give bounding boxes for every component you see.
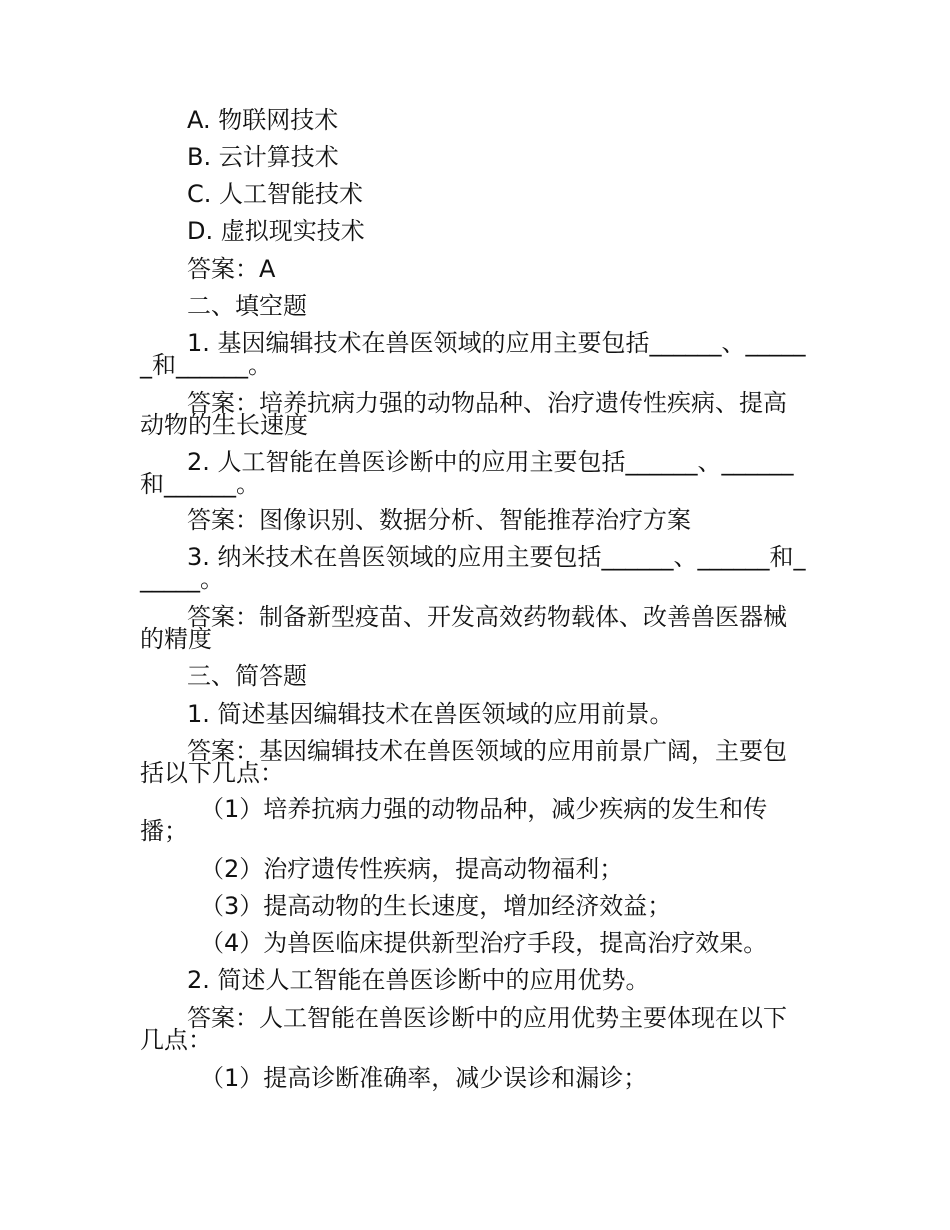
list-item: （2）治疗遗传性疾病，提高动物福利； xyxy=(200,855,624,883)
answer-fill-2: 答案：图像识别、数据分析、智能推荐治疗方案 xyxy=(187,506,691,534)
section-heading-short-answer: 三、简答题 xyxy=(187,662,307,690)
option-c: C. 人工智能技术 xyxy=(187,180,364,208)
question-short-1: 1. 简述基因编辑技术在兽医领域的应用前景。 xyxy=(187,700,674,728)
answer-fill-3: 答案：制备新型疫苗、开发高效药物载体、改善兽医器械的精度 xyxy=(140,603,787,653)
question-fill-1: 1. 基因编辑技术在兽医领域的应用主要包括______、______和______。 xyxy=(140,329,806,379)
option-a: A. 物联网技术 xyxy=(187,106,339,134)
answer: 答案：A xyxy=(187,255,276,283)
question-short-2: 2. 简述人工智能在兽医诊断中的应用优势。 xyxy=(187,966,650,994)
question-fill-2: 2. 人工智能在兽医诊断中的应用主要包括______、______和______。 xyxy=(140,448,794,498)
section-heading-fill-blank: 二、填空题 xyxy=(187,292,307,320)
list-item: （4）为兽医临床提供新型治疗手段，提高治疗效果。 xyxy=(200,929,768,957)
option-d: D. 虚拟现实技术 xyxy=(187,217,365,245)
list-item: （3）提高动物的生长速度，增加经济效益； xyxy=(200,892,672,920)
list-item: （1）提高诊断准确率，减少误诊和漏诊； xyxy=(200,1064,648,1092)
answer-short-1: 答案：基因编辑技术在兽医领域的应用前景广阔，主要包括以下几点： xyxy=(140,737,787,787)
answer-fill-1: 答案：培养抗病力强的动物品种、治疗遗传性疾病、提高动物的生长速度 xyxy=(140,389,787,439)
list-item: （1）培养抗病力强的动物品种，减少疾病的发生和传播； xyxy=(140,795,768,845)
option-b: B. 云计算技术 xyxy=(187,143,339,171)
answer-short-2: 答案：人工智能在兽医诊断中的应用优势主要体现在以下几点： xyxy=(140,1004,787,1054)
question-fill-3: 3. 纳米技术在兽医领域的应用主要包括______、______和______。 xyxy=(140,543,806,593)
